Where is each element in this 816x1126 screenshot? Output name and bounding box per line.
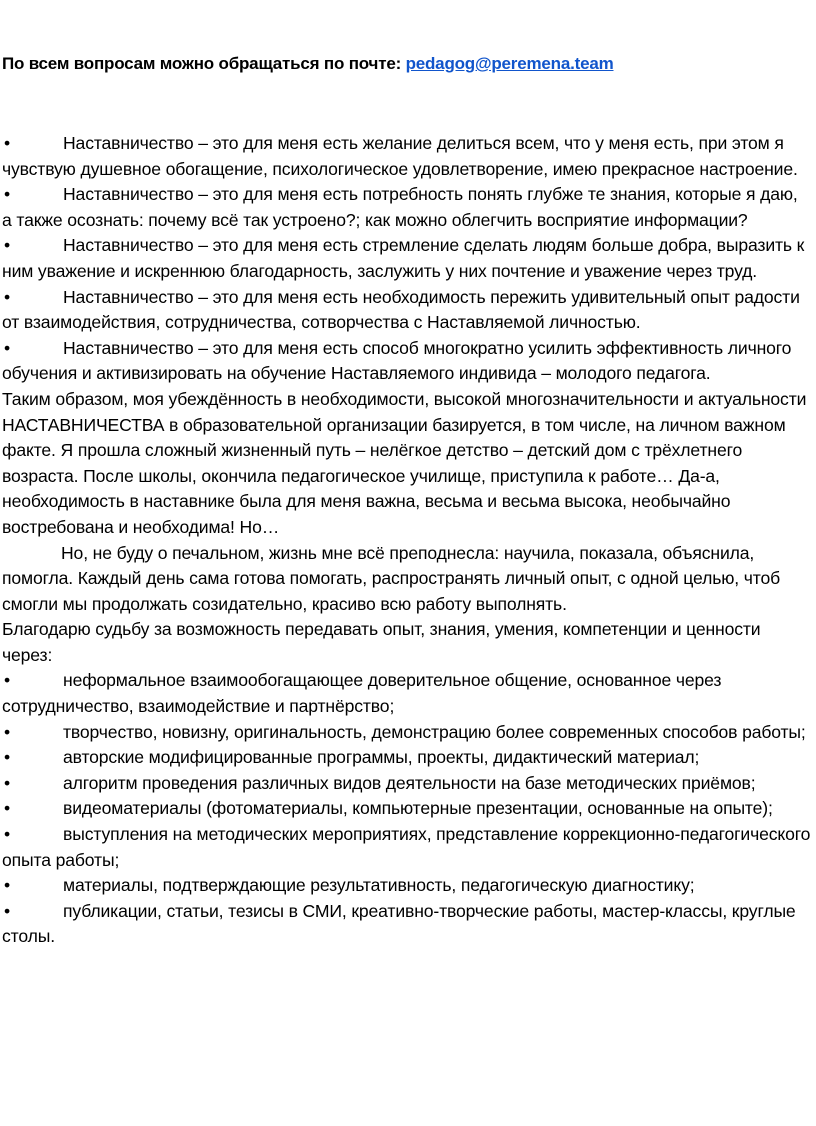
list-bullet-4 — [2, 771, 812, 797]
bullet-mark: • — [4, 900, 11, 921]
bullet-mark: • — [4, 133, 11, 153]
bullet-text: авторские модифицированные программы, проекты, дидактический материал; — [63, 747, 700, 768]
paragraph-life: Но, не буду о печальном, жизнь мне всё преподнесла: научила, показала, объяснила, помогла. Каждый день сама готова помогать, распространять личный опыт, с одной целью, чтоб смогли мы продолжать созидательно, красиво всю работу выполнять. — [2, 542, 781, 614]
bullet-text: неформальное взаимообогащающее доверительное общение, основанное через сотрудничество, взаимодействие и партнёрство; — [2, 670, 722, 717]
paragraph-conviction: Таким образом, моя убеждённость в необходимости, высокой многозначительности и актуальности НАСТАВНИЧЕСТВА в образовательной организации базируется, в том числе, на личном важном факте. Я прошла сложный жизненный путь – нелёгкое детство – детский дом с трёхлетнего возраста. После школы, окончила педагогическое училище, приступила к работе… Да-а, необходимость в наставнике была для меня важна, весьма и весьма высока, необычайно востребована и необходима! Но… — [2, 388, 807, 537]
intro-bullet-1 — [2, 131, 812, 182]
intro-bullet-2 — [2, 182, 812, 233]
list-bullet-2 — [2, 720, 812, 746]
bullet-mark: • — [4, 337, 11, 358]
intro-bullet-3 — [2, 233, 812, 284]
bullet-mark: • — [4, 747, 11, 768]
contact-line — [2, 54, 614, 74]
bullet-mark: • — [4, 721, 11, 742]
list-bullet-6 — [2, 822, 812, 873]
bullet-text: выступления на методических мероприятиях, представление коррекционно-педагогического опыта работы; — [2, 824, 811, 870]
bullet-text: творчество, новизну, оригинальность, демонстрацию более современных способов работы; — [63, 721, 806, 742]
bullet-mark: • — [4, 235, 11, 256]
bullet-text: Наставничество – это для меня есть потребность понять глубже те знания, которые я даю, а также осознать: почему всё так устроено?; как можно облегчить восприятие информации? — [2, 184, 798, 230]
bullet-text: Наставничество – это для меня есть способ многократно усилить эффективность личного обучения и активизировать на обучение Наставляемого индивида – молодого педагога. — [2, 337, 792, 384]
bullet-text: материалы, подтверждающие результативность, педагогическую диагностику; — [63, 875, 695, 896]
bullet-mark: • — [4, 824, 11, 845]
intro-bullet-4 — [2, 285, 812, 336]
document-body — [2, 131, 812, 950]
bullet-mark: • — [4, 184, 11, 205]
contact-text: По всем вопросам можно обращаться по почте: — [2, 54, 406, 73]
bullet-text: публикации, статьи, тезисы в СМИ, креативно-творческие работы, мастер-классы, круглые столы. — [2, 900, 796, 947]
bullet-text: Наставничество – это для меня есть необходимость пережить удивительный опыт радости от взаимодействия, сотрудничества, сотворчества с Наставляемой личностью. — [2, 286, 800, 333]
list-bullet-1 — [2, 668, 812, 719]
list-bullet-7 — [2, 873, 812, 899]
list-bullet-8 — [2, 899, 812, 950]
bullet-mark: • — [4, 798, 11, 819]
list-bullet-5 — [2, 796, 812, 822]
bullet-text: Наставничество – это для меня есть желание делиться всем, что у меня есть, при этом я чувствую душевное обогащение, психологическое удовлетворение, имею прекрасное настроение. — [2, 133, 798, 179]
intro-bullet-5 — [2, 336, 812, 387]
bullet-text: алгоритм проведения различных видов деятельности на базе методических приёмов; — [63, 772, 756, 793]
bullet-mark: • — [4, 670, 11, 691]
bullet-mark: • — [4, 772, 11, 793]
bullet-text: видеоматериалы (фотоматериалы, компьютерные презентации, основанные на опыте); — [63, 798, 773, 819]
list-bullet-3 — [2, 745, 812, 771]
paragraph-gratitude: Благодарю судьбу за возможность передавать опыт, знания, умения, компетенции и ценности через: — [2, 619, 761, 665]
bullet-mark: • — [4, 286, 11, 307]
email-link[interactable]: pedagog@peremena.team — [405, 54, 614, 73]
bullet-text: Наставничество – это для меня есть стремление сделать людям больше добра, выразить к ним уважение и искреннюю благодарность, заслужить у них почтение и уважение через труд. — [2, 235, 805, 281]
bullet-mark: • — [4, 875, 11, 896]
